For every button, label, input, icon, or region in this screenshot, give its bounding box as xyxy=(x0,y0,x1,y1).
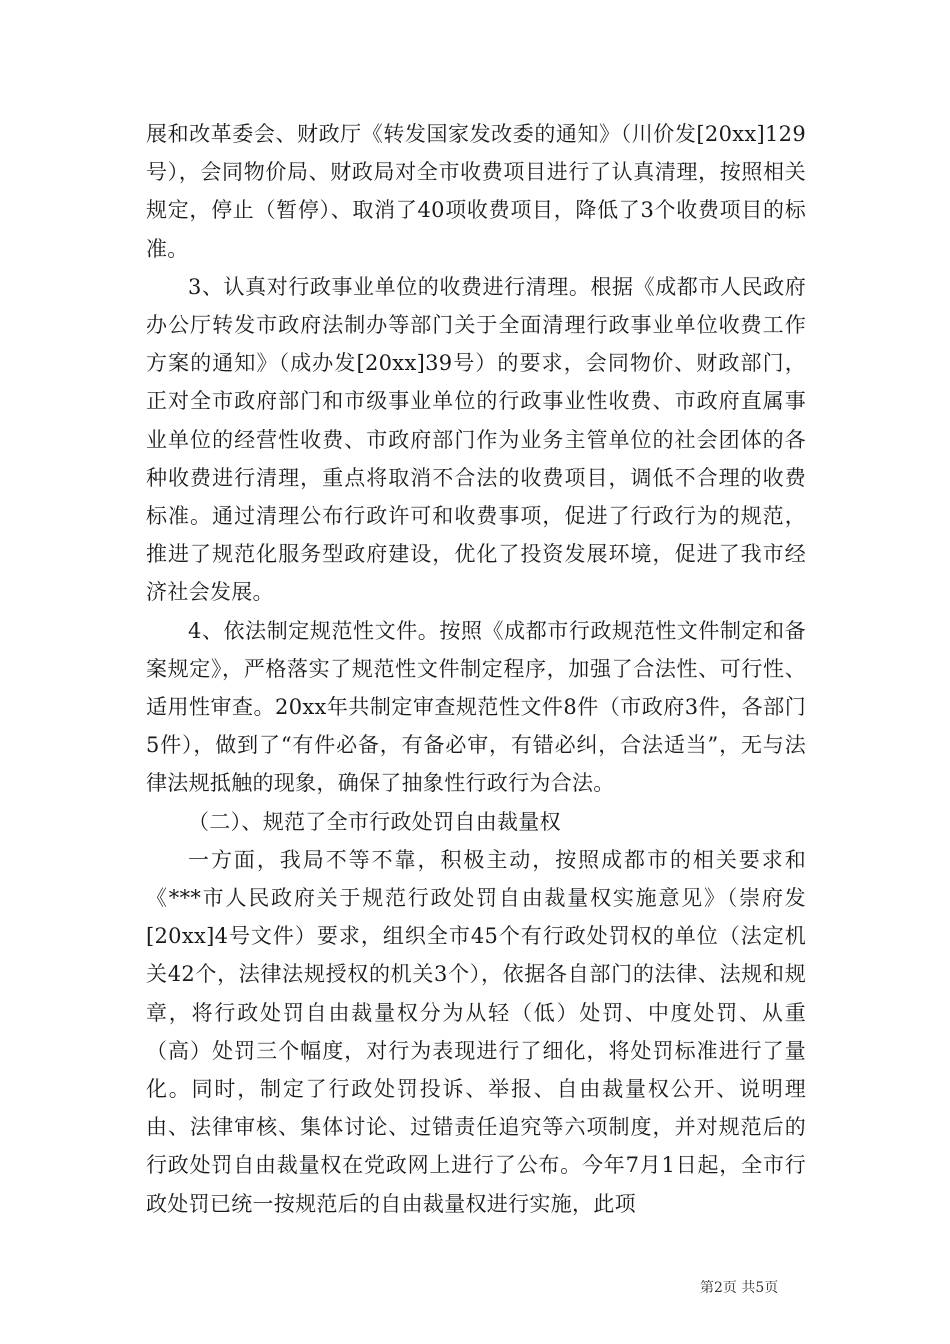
paragraph-item-4: 4、依法制定规范性文件。按照《成都市行政规范性文件制定和备案规定》，严格落实了规范性文件制定程序，加强了合法性、可行性、适用性审查。20xx年共制定审查规范性文件8件（市政府3件，各部门5件），做到了“有件必备，有备必审，有错必纠，合法适当”，无与法律法规抵触的现象，确保了抽象性行政行为合法。 xyxy=(146,618,806,796)
paragraph-item-3: 3、认真对行政事业单位的收费进行清理。根据《成都市人民政府办公厅转发市政府法制办等部门关于全面清理行政事业单位收费工作方案的通知》（成办发[20xx]39号）的要求，会同物价、财政部门，正对全市政府部门和市级事业单位的行政事业性收费、市政府直属事业单位的经营性收费、市政府部门作为业务主管单位的社会团体的各种收费进行清理，重点将取消不合法的收费项目，调低不合理的收费标准。通过清理公布行政许可和收费事项，促进了行政行为的规范，推进了规范化服务型政府建设，优化了投资发展环境，促进了我市经济社会发展。 xyxy=(146,274,806,605)
document-body xyxy=(146,115,806,1223)
paragraph-section-body: 一方面，我局不等不靠，积极主动，按照成都市的相关要求和《***市人民政府关于规范行政处罚自由裁量权实施意见》（崇府发[20xx]4号文件）要求，组织全市45个有行政处罚权的单位（法定机关42个，法律法规授权的机关3个），依据各自部门的法律、法规和规章，将行政处罚自由裁量权分为从轻（低）处罚、中度处罚、从重（高）处罚三个幅度，对行为表现进行了细化，将处罚标准进行了量化。同时，制定了行政处罚投诉、举报、自由裁量权公开、说明理由、法律审核、集体讨论、过错责任追究等六项制度，并对规范后的行政处罚自由裁量权在党政网上进行了公布。今年7月1日起，全市行政处罚已统一按规范后的自由裁量权进行实施，此项 xyxy=(146,847,806,1216)
paragraph-continuation: 展和改革委会、财政厅《转发国家发改委的通知》（川价发[20xx]129号），会同物价局、财政局对全市收费项目进行了认真清理，按照相关规定，停止（暂停）、取消了40项收费项目，降低了3个收费项目的标准。 xyxy=(146,122,806,261)
page-number-footer: 第2页 共5页 xyxy=(700,1280,779,1296)
section-heading: （二）、规范了全市行政处罚自由裁量权 xyxy=(188,809,561,834)
